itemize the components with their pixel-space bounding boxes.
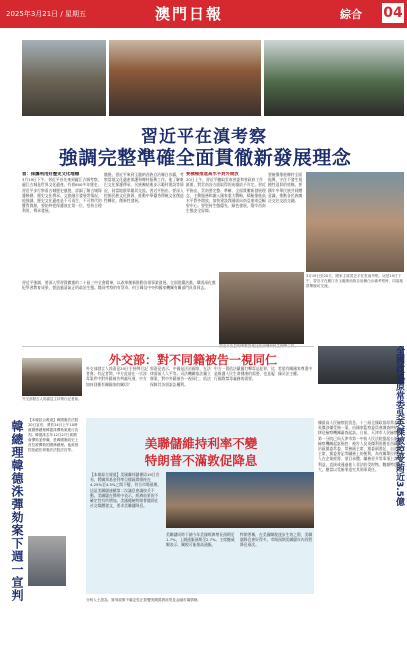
newspaper-title: 澳門日報 xyxy=(155,5,224,23)
fm-column-3: 中方一貫依法嚴厲打擊毒品犯罪，這是維護人民生命健康的需要，也是履行國際禁毒義務的需要。 xyxy=(214,366,275,382)
main-headline-line2: 強調完整準確全面貫徹新發展理念 xyxy=(58,147,352,169)
article-column-3 xyxy=(186,172,266,277)
photo-xi-with-residents xyxy=(306,172,404,272)
fed-column-1: 【本報綜合報道】美國聯邦儲備局19日宣布，將聯邦基金利率目標區間維持在4.25%至4.5%之間不變，符合市場預期。這是美聯儲連續第二次議息會議按兵不動。美聯儲在聲明中表示，經濟前景的不確定性有所增加。美國總統特朗普隨即在社交媒體發文，要求美聯儲降息。 xyxy=(90,472,162,509)
fed-column-2: 美聯儲同時下調今年美國經濟增長預期至1.7%，上調通脹預期至2.7%。主席鮑威爾表示，關稅可能推高通脹。 xyxy=(166,532,235,548)
section-divider xyxy=(22,346,314,347)
korea-headline: 韓總理韓德洙彈劾案下週一宣判 xyxy=(10,420,24,602)
photo-caption: 3月19日至20日，國家主席習近平在雲南考察。這是19日下午，習近平在麗江市玉龍納西族自治縣白沙鎮考察時，同當地群眾親切交流。 xyxy=(306,274,404,288)
photo-spokesperson xyxy=(22,358,82,396)
article-column-1 xyxy=(22,172,102,277)
korea-article: 【本報綜合報道】韓國憲法法院20日宣布，將於24日上午10時就國務總理韓德洙彈劾案進行宣判。韓德洙去年12月27日被國會彈劾並停職，是韓國憲政史上首位被彈劾的國務總理。他被指控拒絕任命憲法法院法官等。 xyxy=(28,418,79,452)
foreign-ministry-headline: 外交部：對不同籍被告一視同仁 xyxy=(108,353,277,367)
main-headline-line1: 習近平在滇考察 xyxy=(141,127,267,147)
photo-korea-pm xyxy=(28,536,66,586)
page-number: 04 xyxy=(383,5,403,21)
fm-column-2: 郭嘉昆表示，中國是法治國家，在法律面前人人平等。司法機關依法獨立辦案，對中外籍被告一視同仁，依法保障其各項訴訟權利。 xyxy=(150,366,211,387)
column-text: 20日上午，習近平聽取雲南省委和省政府工作匯報，對雲南各方面取得的成績給予肯定。習近平指出，雲南要完整、準確、全面貫徹新發展理念，主動服務和融入國家重大戰略，積極推進高水平對外開放，加快建設我國面向南亞東南亞輻射中心。要堅持生態優先、綠色發展，築牢西南生態安全屏障。 xyxy=(186,177,266,214)
column-text: 3月19日下午，習近平首先來到麗江古城考察。麗江古城是世界文化遺產，有着800多年歷史。習近平步行察看古城歷史風貌，詳細了解古城保護修繕、歷史文化傳承、文旅融合發展等情況。他強調，歷史文化遺產是不可再生、不可替代的寶貴資源，要始終把保護放在第一位，堅持合理利用、傳承發展。 xyxy=(22,177,102,214)
photo-powell xyxy=(166,472,314,528)
fm-column-1: 外交部發言人郭嘉昆20日主持例行記者會。有記者問，中方此前在一宗涉毒案件中對外籍被告判處死刑，中方如何回應有關國家的關切？ xyxy=(86,366,148,387)
masthead xyxy=(0,0,407,28)
fed-headline-line2: 特朗普不滿敦促降息 xyxy=(144,453,258,468)
fed-footer: 分析人士認為，貿易政策不確定性正影響美國經濟前景及金融市場情緒。 xyxy=(86,598,201,602)
issue-date: 2025年3月21日 / 星期五 xyxy=(6,10,86,18)
fed-headline-line1: 美聯儲維持利率不變 xyxy=(144,436,258,451)
photo-community xyxy=(219,272,304,344)
section-name: 綜合 xyxy=(340,8,362,21)
subheading-opening-up: 要積極推進高水平對外開放 xyxy=(186,172,239,177)
photo-villagers xyxy=(264,40,404,116)
fed-column-3: 特朗普稱，在美國關稅逐步生效之際，美聯儲降息會好得多。市場預期美聯儲年內仍將降息兩次。 xyxy=(240,532,313,548)
subheading-heritage: 習：保護利用好歷史文化地標 xyxy=(22,172,80,177)
photo-xi-greeting xyxy=(22,40,106,116)
article-column-2: 隨後，習近平來到玉龍納西族自治縣白沙鎮，考察當地文化遺產保護和鄉村振興工作。他了解東巴文化保護傳承、民族團結進步示範村建設等情況，同當地群眾親切交流。習近平指出，要深入挖掘民族文化資源，推動中華優秀傳統文化創造性轉化、創新性發展。 xyxy=(104,172,184,204)
article-continuation: 習近平強調，要深入學習貫徹黨的二十屆三中全會精神，以改革創新推動各項事業發展。全面從嚴治黨，鞏固深化黨紀學習教育成果，營造風清氣正的政治生態。隨同考察的有蔡奇、何立峰及中央和國家機關有關部門負責同志。 xyxy=(22,280,216,291)
right-headline: 全國政協原常委吳英傑被控受賄近3.5億 xyxy=(394,346,404,506)
fm-column-4: 希望有關國家尊重中國司法主權。 xyxy=(278,366,313,377)
article-column-4: 要統籌推進鄉村全面振興，守住不發生規模性返貧的底線。要鑄牢中華民族共同體意識，推動各民族廣泛交往交流交融。 xyxy=(268,172,303,204)
photo-caption-3: 外交部發言人郭嘉昆主持例行記者會。 xyxy=(22,397,82,401)
right-article: 據最高人民檢察院消息，十三屆全國政協原常委吳英傑涉嫌受賄一案，由國家監察委員會調查終結，移送檢察機關審查起訴。日前，天津市人民檢察院第一分院已向天津市第一中級人民法院提起公訴。檢察機關起訴指控：被告人吳英傑利用擔任西藏自治區黨委常委、常務副主席，黨委副書記、自治區主席，黨委書記等職務上的便利，為有關單位和個人在企業經營、項目承攬、職務晉升等事項上謀取利益，直接或通過他人非法收受財物，數額特別巨大，應當以受賄罪追究其刑事責任。 xyxy=(318,420,402,472)
photo-old-town xyxy=(109,40,261,116)
